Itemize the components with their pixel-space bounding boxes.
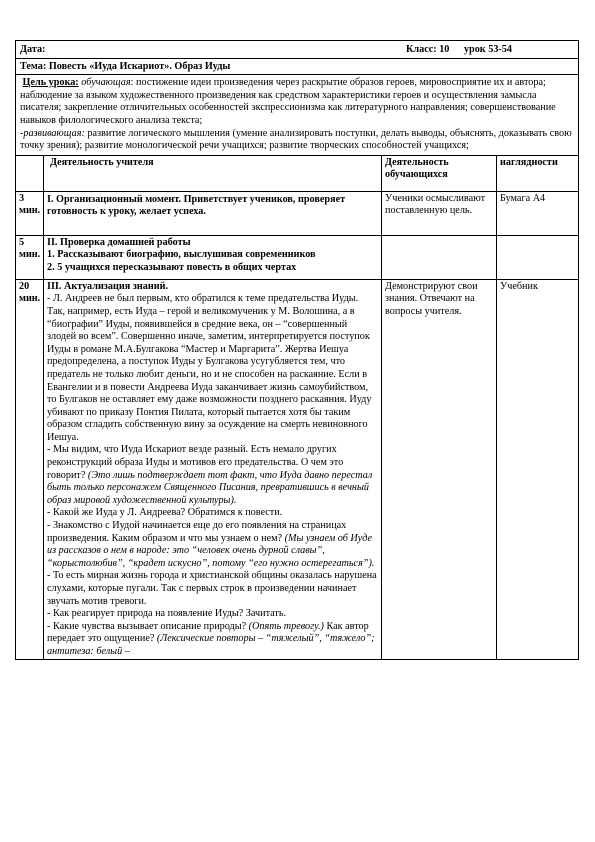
- visual-aids-header: наглядности: [497, 155, 579, 191]
- student-activity: Ученики осмысливают поставленную цель.: [382, 191, 497, 235]
- date-class-line: [20, 44, 574, 57]
- goal-dev-label: -развивающая:: [20, 127, 85, 139]
- paragraph-5: - То есть мирная жизнь города и христианской общины оказалась нарушена слухами, которые пугали. Так с первых строк в произведении начинает звучать мотив тревоги.: [47, 570, 377, 607]
- goal-educational: [20, 77, 574, 127]
- stage-row-homework: [16, 235, 579, 279]
- class-label: Класс: 10: [406, 44, 450, 55]
- paragraph-7-text-2: Как автор передает это ощущение?: [47, 620, 369, 645]
- goal-dev-text: развитие логического мышления (умение анализировать поступки, делать выводы, объяснять, доказывать свою точку зрения); развитие монологической речи учащихся; развитие творческих способностей учащихся;: [20, 127, 572, 152]
- homework-line-1: 1. Рассказывают биографию, выслушивая современников: [47, 249, 316, 261]
- paragraph-2-answer: (Это лишь подтверждает тот факт, что Иуда давно перестал быть только персонажем Священного Писания, превратившись в вечный образ мировой художественной культуры).: [47, 469, 373, 506]
- time-unit: мин.: [19, 293, 41, 305]
- paragraph-4: [47, 520, 378, 570]
- student-activity: [382, 235, 497, 279]
- paragraph-4-answer: (Мы узнаем об Иуде из рассказов о нем в народе: это “человек очень дурной славы”, “корыстолюбив”, “крадет искусно”, потому “его нужно остерегаться”).: [47, 532, 375, 569]
- paragraph-7: [47, 621, 378, 659]
- lesson-plan-page: [15, 40, 578, 660]
- student-activity: Демонстрируют свои знания. Отвечают на вопросы учителя.: [382, 279, 497, 659]
- student-activity-header: Деятельность обучающихся: [382, 155, 497, 191]
- teacher-activity: [44, 191, 382, 235]
- homework-line-2: 2. 5 учащихся пересказывают повесть в общих чертах: [47, 261, 297, 273]
- stage-title: I. Организационный момент.: [47, 193, 182, 205]
- stage-title: II. Проверка домашней работы: [47, 236, 191, 248]
- time-unit: мин.: [19, 205, 41, 217]
- stage-text: Приветствует учеников, проверяет готовность к уроку, желает успеха.: [47, 193, 346, 218]
- topic-value: Повесть «Иуда Искариот». Образ Иуды: [48, 60, 231, 72]
- goal-title: Цель урока:: [22, 77, 79, 89]
- stage-row-organization: [16, 191, 579, 235]
- header-date-row: [16, 41, 579, 59]
- lesson-plan-table: [15, 40, 579, 660]
- paragraph-6: - Как реагирует природа на появление Иуды? Зачитать.: [47, 608, 287, 620]
- stage-row-knowledge: [16, 279, 579, 659]
- stage-time: [16, 191, 44, 235]
- visual-aids: [497, 235, 579, 279]
- goal-row: [16, 75, 579, 156]
- topic-label: Тема:: [20, 60, 47, 72]
- paragraph-2: [47, 444, 378, 507]
- topic-row: [16, 58, 579, 75]
- time-header-cell: [16, 155, 44, 191]
- time-unit: мин.: [19, 249, 41, 261]
- paragraph-7-text: - Какие чувства вызывает описание природы?: [47, 620, 249, 632]
- teacher-activity: [44, 235, 382, 279]
- lesson-label: урок 53-54: [463, 44, 512, 55]
- stage-time: [16, 235, 44, 279]
- time-number: 20: [19, 280, 30, 292]
- paragraph-2-text: - Мы видим, что Иуда Искариот везде разный. Есть немало других реконструкций образа Иуды и мотивов его предательства. О чем это говорит?: [47, 444, 344, 481]
- visual-aids: Учебник: [497, 279, 579, 659]
- paragraph-3: - Какой же Иуда у Л. Андреева? Обратимся к повести.: [47, 507, 283, 519]
- table-header-row: [16, 155, 579, 191]
- date-label: Дата:: [20, 44, 46, 55]
- stage-time: [16, 279, 44, 659]
- stage-title: III. Актуализация знаний.: [47, 280, 169, 292]
- goal-edu-text: : постижение идеи произведения через раскрытие образов героев, мировосприятие их и автора; наблюдение за языком художественного произведения как средством характеристики героев и осуществления замысла писателя; закрепление отличительных особенностей экспрессионизма как литературного направления; совершенствование навыков филологического анализа текста;: [20, 77, 556, 126]
- paragraph-7-answer: (Опять тревогу.): [248, 620, 324, 632]
- visual-aids: Бумага А4: [497, 191, 579, 235]
- paragraph-7-answer-2: (Лексические повторы – “тяжелый”, “тяжело”; антитеза: белый –: [47, 633, 375, 657]
- paragraph-1: - Л. Андреев не был первым, кто обратился к теме предательства Иуды. Так, например, есть Иуда – герой и великомученик у М. Волошина, а в “биографии” Иуды, появившейся в средние века, он – “совершенный злодей во всем”. Совершенно иначе, заметим, интерпретируется поступок Иуды в романе М.А.Булгакова “Мастер и Маргарита”. Жертва Иешуа предопределена, а поступок Иуды у Булгакова усугубляется тем, что предатель не только любит деньги, но и не способен на раскаяние. Если в Евангелии и в повести Андреева Иуда заканчивает жизнь самоубийством, то Булгаков не оставляет ему даже возможности позднего раскаяния. Иуду убивают по приказу Понтия Пилата, который пытается хотя бы таким образом сгладить собственную вину за осуждение на смерть невиновного Иешуа.: [47, 293, 372, 443]
- time-number: 5: [19, 236, 25, 248]
- goal-edu-label: обучающая: [81, 77, 131, 89]
- teacher-activity: [44, 279, 382, 659]
- time-number: 3: [19, 192, 25, 204]
- paragraph-4-text: - Знакомство с Иудой начинается еще до его появления на страницах произведения. Каким образом и что мы узнаем о нем?: [47, 520, 347, 544]
- goal-developmental: [20, 128, 574, 153]
- teacher-activity-header: Деятельность учителя: [44, 155, 382, 191]
